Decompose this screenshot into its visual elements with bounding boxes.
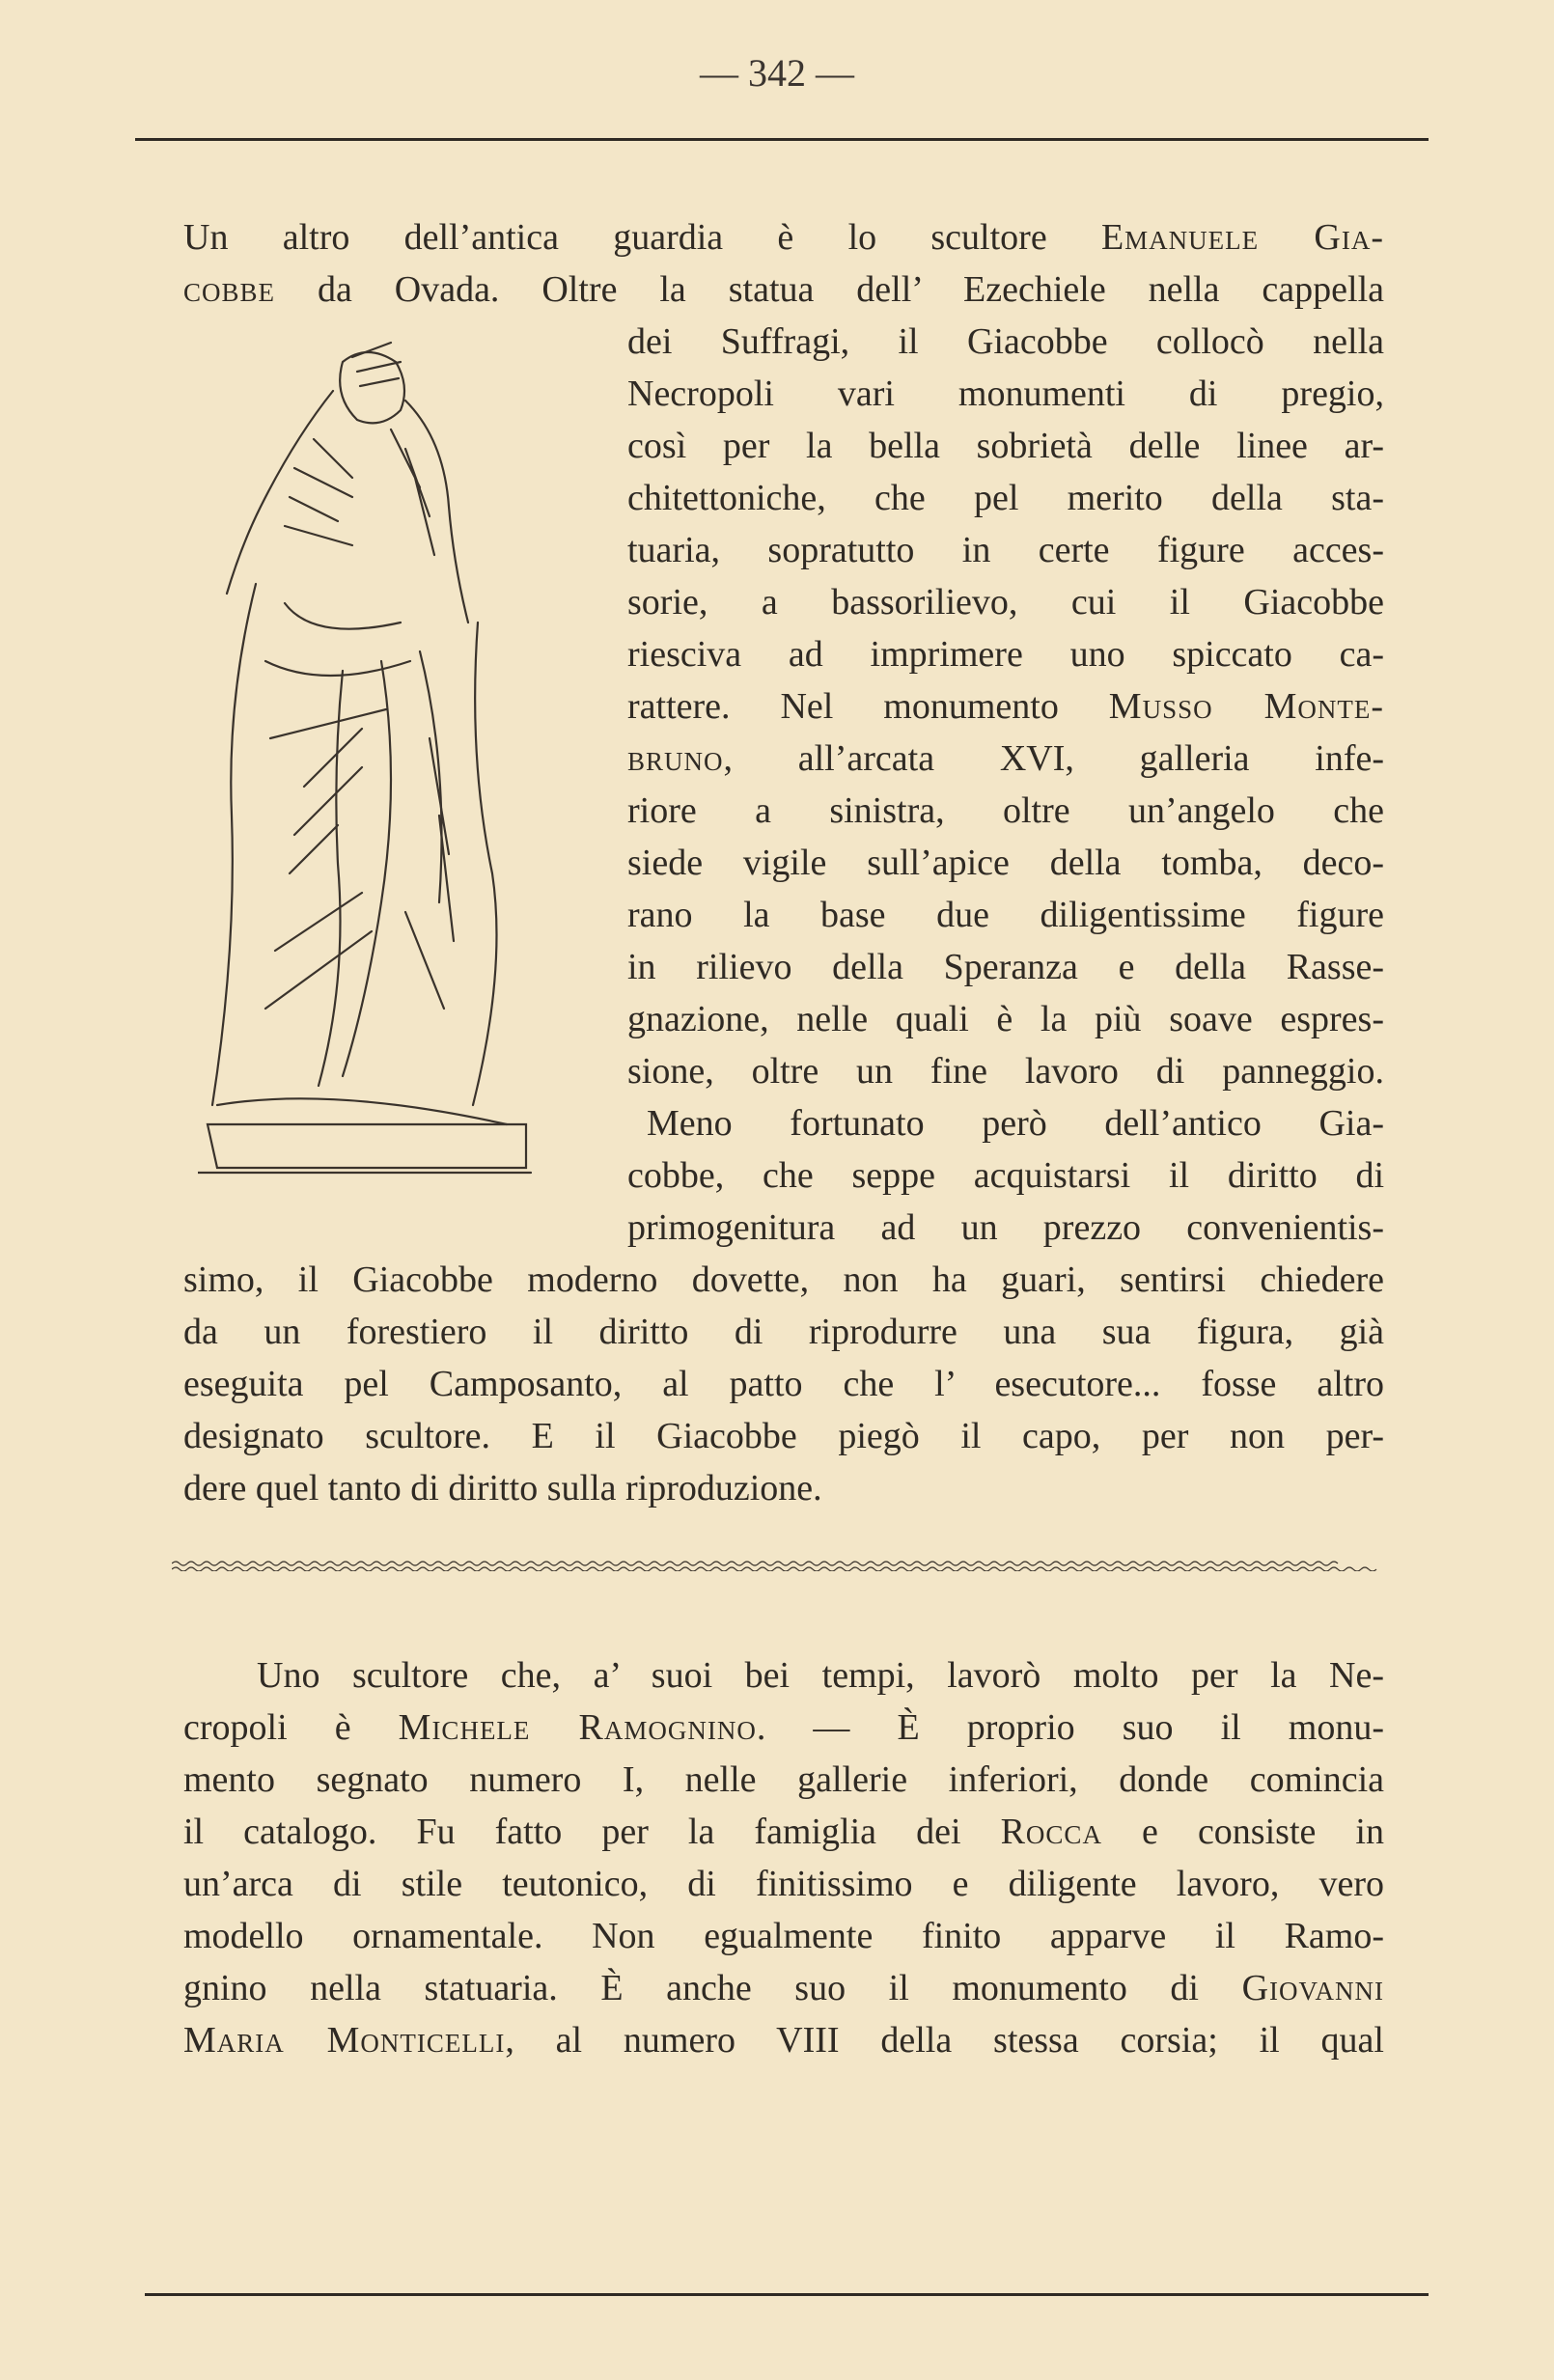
paragraph-1-line (627, 527, 1384, 573)
paragraph-1-line (627, 735, 1384, 782)
text-run: un’arca di stile teutonico, di finitissimo e diligente lavoro, vero (183, 1864, 1384, 1904)
text-run: cobbe, che seppe acquistarsi il diritto di (627, 1155, 1384, 1196)
text-run: Necropoli vari monumenti di pregio, (627, 374, 1384, 414)
text-run: Un altro dell’antica guardia è lo scultore (183, 217, 1101, 258)
text-run: eseguita pel Camposanto, al patto che l’ esecutore... fosse altro (183, 1364, 1384, 1404)
text-run: mento segnato numero I, nelle gallerie inferiori, donde comincia (183, 1759, 1384, 1800)
paragraph-1-line (183, 1309, 1384, 1355)
paragraph-1-line (627, 1152, 1384, 1199)
text-run: , al numero VIII della stessa corsia; il qual (505, 2020, 1384, 2061)
paragraph-1-line (627, 892, 1384, 938)
name-small-caps: Rocca (1000, 1812, 1102, 1852)
paragraph-1-line (627, 996, 1384, 1042)
text-run: modello ornamentale. Non egualmente finito apparve il Ramo- (183, 1916, 1384, 1956)
paragraph-2-line (183, 1913, 1384, 1959)
paragraph-1-line (627, 579, 1384, 625)
text-run: in rilievo della Speranza e della Rasse- (627, 947, 1384, 987)
name-small-caps: Emanuele Gia- (1100, 217, 1384, 258)
name-small-caps: Michele Ramognino (398, 1707, 757, 1748)
paragraph-1-line (627, 631, 1384, 678)
paragraph-1-line (627, 371, 1384, 417)
paragraph-1-line (627, 475, 1384, 521)
name-small-caps: bruno (627, 738, 724, 779)
paragraph-1-line (627, 788, 1384, 834)
paragraph-1-line (627, 318, 1384, 365)
text-run: , all’arcata XVI, galleria infe- (723, 738, 1384, 779)
wavy-rule-top (172, 1562, 1338, 1565)
paragraph-1-line (183, 214, 1384, 261)
paragraph-2-line (257, 1652, 1384, 1699)
top-rule (135, 138, 1429, 141)
text-run: gnino nella statuaria. È anche suo il monumento di (183, 1968, 1242, 2008)
text-run: sione, oltre un fine lavoro di panneggio. (627, 1051, 1384, 1092)
text-run: tuaria, sopratutto in certe figure acces- (627, 530, 1384, 570)
page-number: — 342 — (700, 51, 854, 95)
text-run: sorie, a bassorilievo, cui il Giacobbe (627, 582, 1384, 623)
text-run: dei Suffragi, il Giacobbe collocò nella (627, 321, 1384, 362)
name-small-caps: Giovanni (1241, 1968, 1384, 2008)
text-run: designato scultore. E il Giacobbe piegò il capo, per non per- (183, 1416, 1384, 1456)
paragraph-1-line (647, 1100, 1384, 1147)
paragraph-2-line (183, 1809, 1384, 1855)
text-run: primogenitura ad un prezzo convenientis- (627, 1207, 1384, 1248)
bottom-rule (145, 2293, 1429, 2296)
paragraph-1-line (627, 683, 1384, 730)
wavy-divider (172, 1559, 1398, 1570)
paragraph-1-line (183, 1257, 1384, 1303)
paragraph-1-line (627, 423, 1384, 469)
paragraph-2-line (183, 1757, 1384, 1803)
text-run: chitettoniche, che pel merito della sta- (627, 478, 1384, 518)
text-run: Meno fortunato però dell’antico Gia- (647, 1103, 1384, 1144)
text-run: il catalogo. Fu fatto per la famiglia dei (183, 1812, 1001, 1852)
text-run: riore a sinistra, oltre un’angelo che (627, 790, 1384, 831)
text-run: Uno scultore che, a’ suoi bei tempi, lavorò molto per la Ne- (257, 1655, 1384, 1696)
name-small-caps: Maria Monticelli (183, 2020, 506, 2061)
paragraph-1-line (627, 1204, 1384, 1251)
text-run: cropoli è (183, 1707, 399, 1748)
text-run: gnazione, nelle quali è la più soave espres- (627, 999, 1384, 1039)
paragraph-1-line (183, 266, 1384, 313)
paragraph-2-line (183, 2017, 1384, 2063)
name-small-caps: cobbe (183, 269, 276, 310)
text-run: . — È proprio suo il monu- (756, 1707, 1384, 1748)
text-run: siede vigile sull’apice della tomba, deco- (627, 843, 1384, 883)
paragraph-1-line (183, 1361, 1384, 1407)
paragraph-1-line (183, 1465, 1384, 1511)
text-run: dere quel tanto di diritto sulla riproduzione. (183, 1468, 822, 1508)
text-run: da Ovada. Oltre la statua dell’ Ezechiele nella cappella (275, 269, 1384, 310)
text-run: riesciva ad imprimere uno spiccato ca- (627, 634, 1384, 675)
text-run: rattere. Nel monumento (627, 686, 1109, 727)
name-small-caps: Musso Monte- (1108, 686, 1384, 727)
paragraph-2-line (183, 1704, 1384, 1751)
text-run: così per la bella sobrietà delle linee ar- (627, 426, 1384, 466)
paragraph-2-line (183, 1861, 1384, 1907)
paragraph-1-line (627, 944, 1384, 990)
paragraph-1-line (627, 840, 1384, 886)
paragraph-1-line (183, 1413, 1384, 1459)
paragraph-1-line (627, 1048, 1384, 1094)
wavy-rule-bottom (172, 1567, 1376, 1571)
text-run: e consiste in (1101, 1812, 1384, 1852)
text-run: da un forestiero il diritto di riprodurre una sua figura, già (183, 1312, 1384, 1352)
statue-illustration (198, 333, 579, 1221)
text-run: rano la base due diligentissime figure (627, 895, 1384, 935)
statue-engraving-icon (198, 333, 579, 1221)
text-run: simo, il Giacobbe moderno dovette, non ha guari, sentirsi chiedere (183, 1259, 1384, 1300)
paragraph-2-line (183, 1965, 1384, 2011)
